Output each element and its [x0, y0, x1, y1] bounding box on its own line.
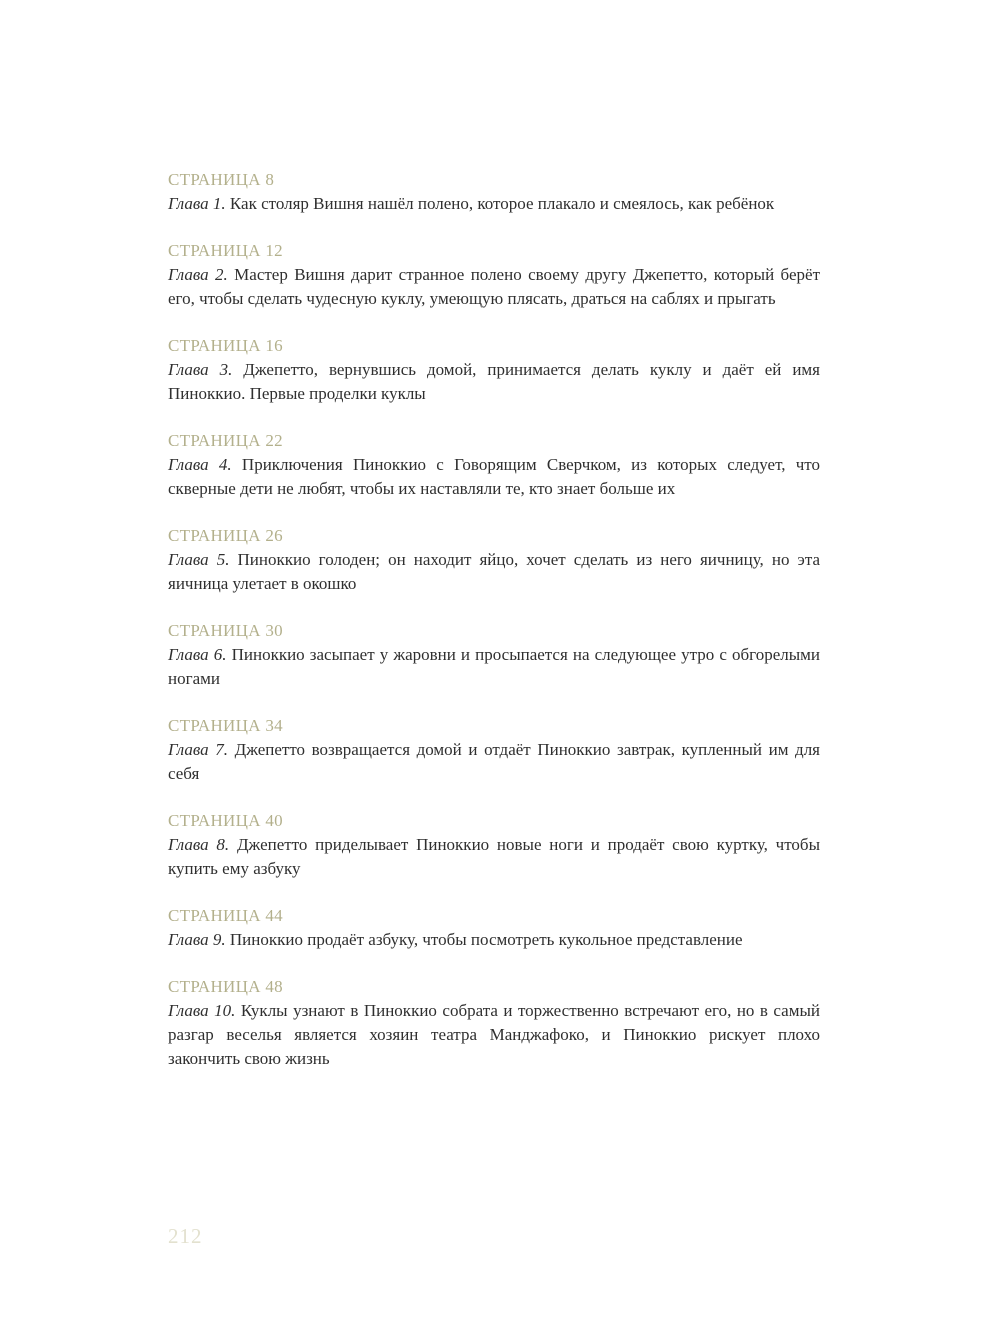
chapter-number: Глава 9.	[168, 930, 226, 949]
page-reference: СТРАНИЦА 40	[168, 811, 283, 830]
chapter-description	[168, 192, 820, 216]
chapter-title: Как столяр Вишня нашёл полено, которое плакало и смеялось, как ребёнок	[225, 194, 775, 213]
chapter-title: Пиноккио голоден; он находит яйцо, хочет сделать из него яичницу, но эта яичница улетает в окошко	[168, 550, 820, 593]
toc-entry-6	[168, 619, 820, 691]
chapter-number: Глава 1.	[168, 194, 226, 213]
chapter-number: Глава 8.	[168, 835, 230, 854]
chapter-description	[168, 833, 820, 881]
chapter-description	[168, 928, 820, 952]
chapter-number: Глава 4.	[168, 455, 232, 474]
chapter-title: Куклы узнают в Пиноккио собрата и торжественно встречают его, но в самый разгар веселья является хозяин театра Манджафоко, и Пиноккио рискует плохо закончить свою жизнь	[168, 1001, 820, 1068]
table-of-contents	[168, 168, 820, 1094]
chapter-number: Глава 3.	[168, 360, 233, 379]
chapter-title: Пиноккио продаёт азбуку, чтобы посмотреть кукольное представление	[225, 930, 743, 949]
chapter-description	[168, 358, 820, 406]
page-reference: СТРАНИЦА 22	[168, 431, 283, 450]
toc-entry-3	[168, 334, 820, 406]
toc-entry-2	[168, 239, 820, 311]
chapter-title: Пиноккио засыпает у жаровни и просыпается на следующее утро с обгорелыми ногами	[168, 645, 820, 688]
page-number: 212	[168, 1224, 203, 1248]
chapter-description	[168, 999, 820, 1071]
chapter-number: Глава 5.	[168, 550, 230, 569]
chapter-description	[168, 263, 820, 311]
chapter-description	[168, 643, 820, 691]
page-reference: СТРАНИЦА 44	[168, 906, 283, 925]
toc-entry-9	[168, 904, 820, 952]
chapter-title: Джепетто приделывает Пиноккио новые ноги и продаёт свою куртку, чтобы купить ему азбуку	[168, 835, 820, 878]
chapter-description	[168, 548, 820, 596]
page-reference: СТРАНИЦА 48	[168, 977, 283, 996]
chapter-title: Джепетто возвращается домой и отдаёт Пиноккио завтрак, купленный им для себя	[168, 740, 820, 783]
page-reference: СТРАНИЦА 34	[168, 716, 283, 735]
chapter-number: Глава 10.	[168, 1001, 236, 1020]
page-reference: СТРАНИЦА 8	[168, 170, 275, 189]
toc-entry-8	[168, 809, 820, 881]
toc-entry-5	[168, 524, 820, 596]
chapter-number: Глава 2.	[168, 265, 228, 284]
chapter-number: Глава 7.	[168, 740, 228, 759]
chapter-title: Приключения Пиноккио с Говорящим Сверчком, из которых следует, что скверные дети не любят, чтобы их наставляли те, кто знает больше их	[168, 455, 820, 498]
page-reference: СТРАНИЦА 16	[168, 336, 283, 355]
toc-entry-7	[168, 714, 820, 786]
chapter-title: Джепетто, вернувшись домой, принимается делать куклу и даёт ей имя Пиноккио. Первые проделки куклы	[168, 360, 820, 403]
toc-entry-4	[168, 429, 820, 501]
toc-entry-1	[168, 168, 820, 216]
page-reference: СТРАНИЦА 30	[168, 621, 283, 640]
chapter-description	[168, 738, 820, 786]
page-reference: СТРАНИЦА 26	[168, 526, 283, 545]
chapter-description	[168, 453, 820, 501]
toc-entry-10	[168, 975, 820, 1071]
chapter-title: Мастер Вишня дарит странное полено своему другу Джепетто, который берёт его, чтобы сделать чудесную куклу, умеющую плясать, драться на саблях и прыгать	[168, 265, 820, 308]
chapter-number: Глава 6.	[168, 645, 227, 664]
page-reference: СТРАНИЦА 12	[168, 241, 283, 260]
